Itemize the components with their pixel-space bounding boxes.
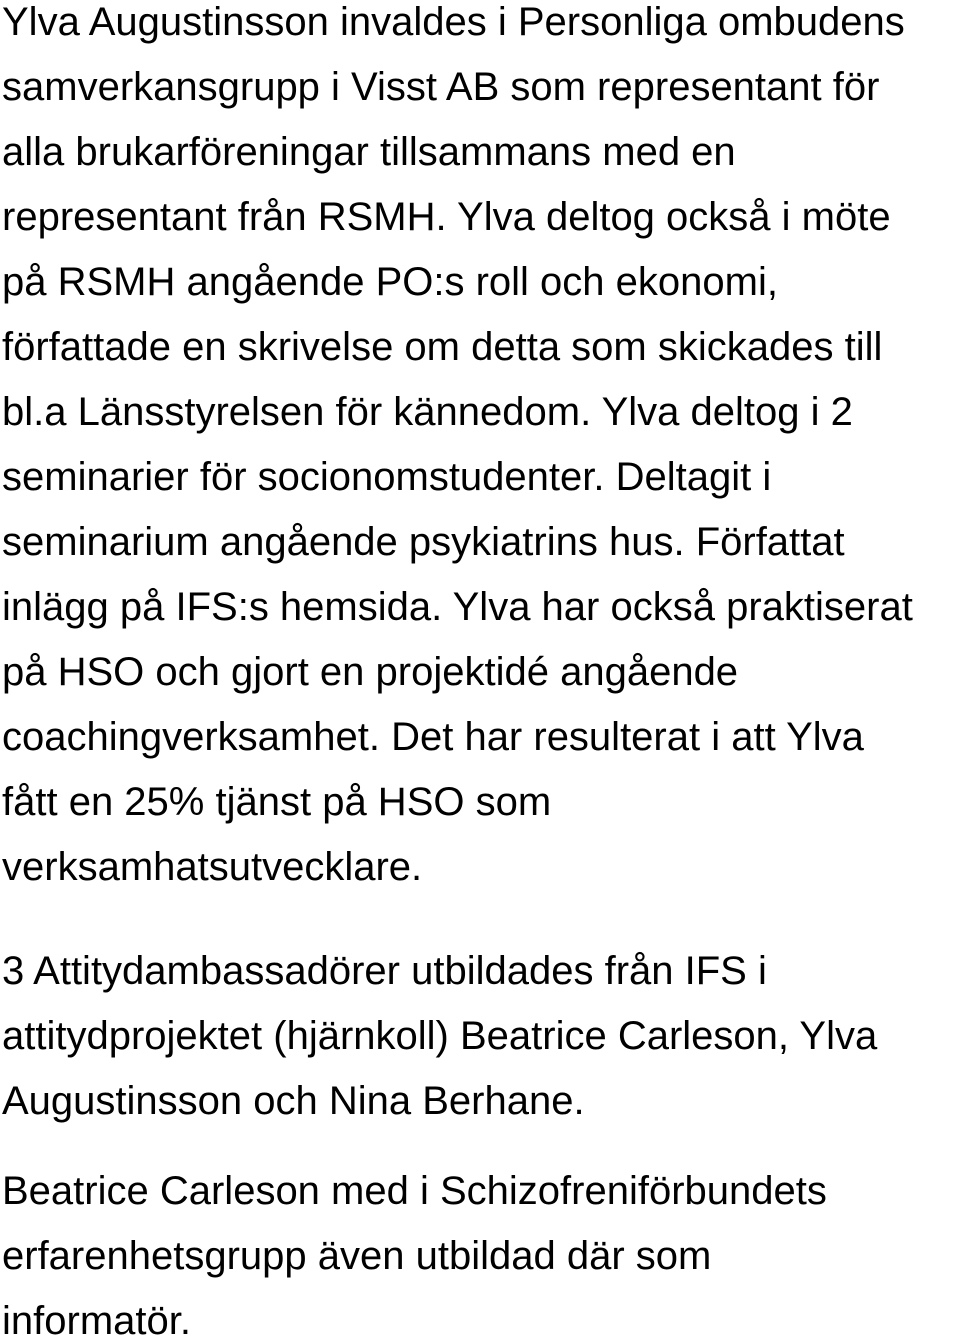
text-line: alla brukarföreningar tillsammans med en (2, 130, 736, 174)
text-line: verksamhatsutvecklare. (2, 845, 423, 889)
text-line: på RSMH angående PO:s roll och ekonomi, (2, 260, 778, 304)
text-line: författade en skrivelse om detta som skickades till (2, 325, 883, 369)
text-line: seminarium angående psykiatrins hus. Författat (2, 520, 845, 564)
text-line: erfarenhetsgrupp även utbildad där som (2, 1234, 712, 1278)
text-line: samverkansgrupp i Visst AB som representant för (2, 65, 880, 109)
text-line: inlägg på IFS:s hemsida. Ylva har också praktiserat (2, 585, 913, 629)
text-line: seminarier för socionomstudenter. Deltagit i (2, 455, 772, 499)
text-line: coachingverksamhet. Det har resulterat i att Ylva (2, 715, 864, 759)
text-line: Ylva Augustinsson invaldes i Personliga ombudens (2, 0, 905, 44)
text-line: fått en 25% tjänst på HSO som (2, 780, 552, 824)
text-line: attitydprojektet (hjärnkoll) Beatrice Carleson, Ylva (2, 1014, 878, 1058)
text-line: Beatrice Carleson med i Schizofreniförbundets (2, 1169, 827, 1213)
text-line: informatör. (2, 1299, 191, 1341)
text-line: bl.a Länsstyrelsen för kännedom. Ylva deltog i 2 (2, 390, 853, 434)
text-line: 3 Attitydambassadörer utbildades från IFS i (2, 949, 767, 993)
text-line: representant från RSMH. Ylva deltog också i möte (2, 195, 891, 239)
text-line: på HSO och gjort en projektidé angående (2, 650, 739, 694)
text-line: Augustinsson och Nina Berhane. (2, 1079, 585, 1123)
